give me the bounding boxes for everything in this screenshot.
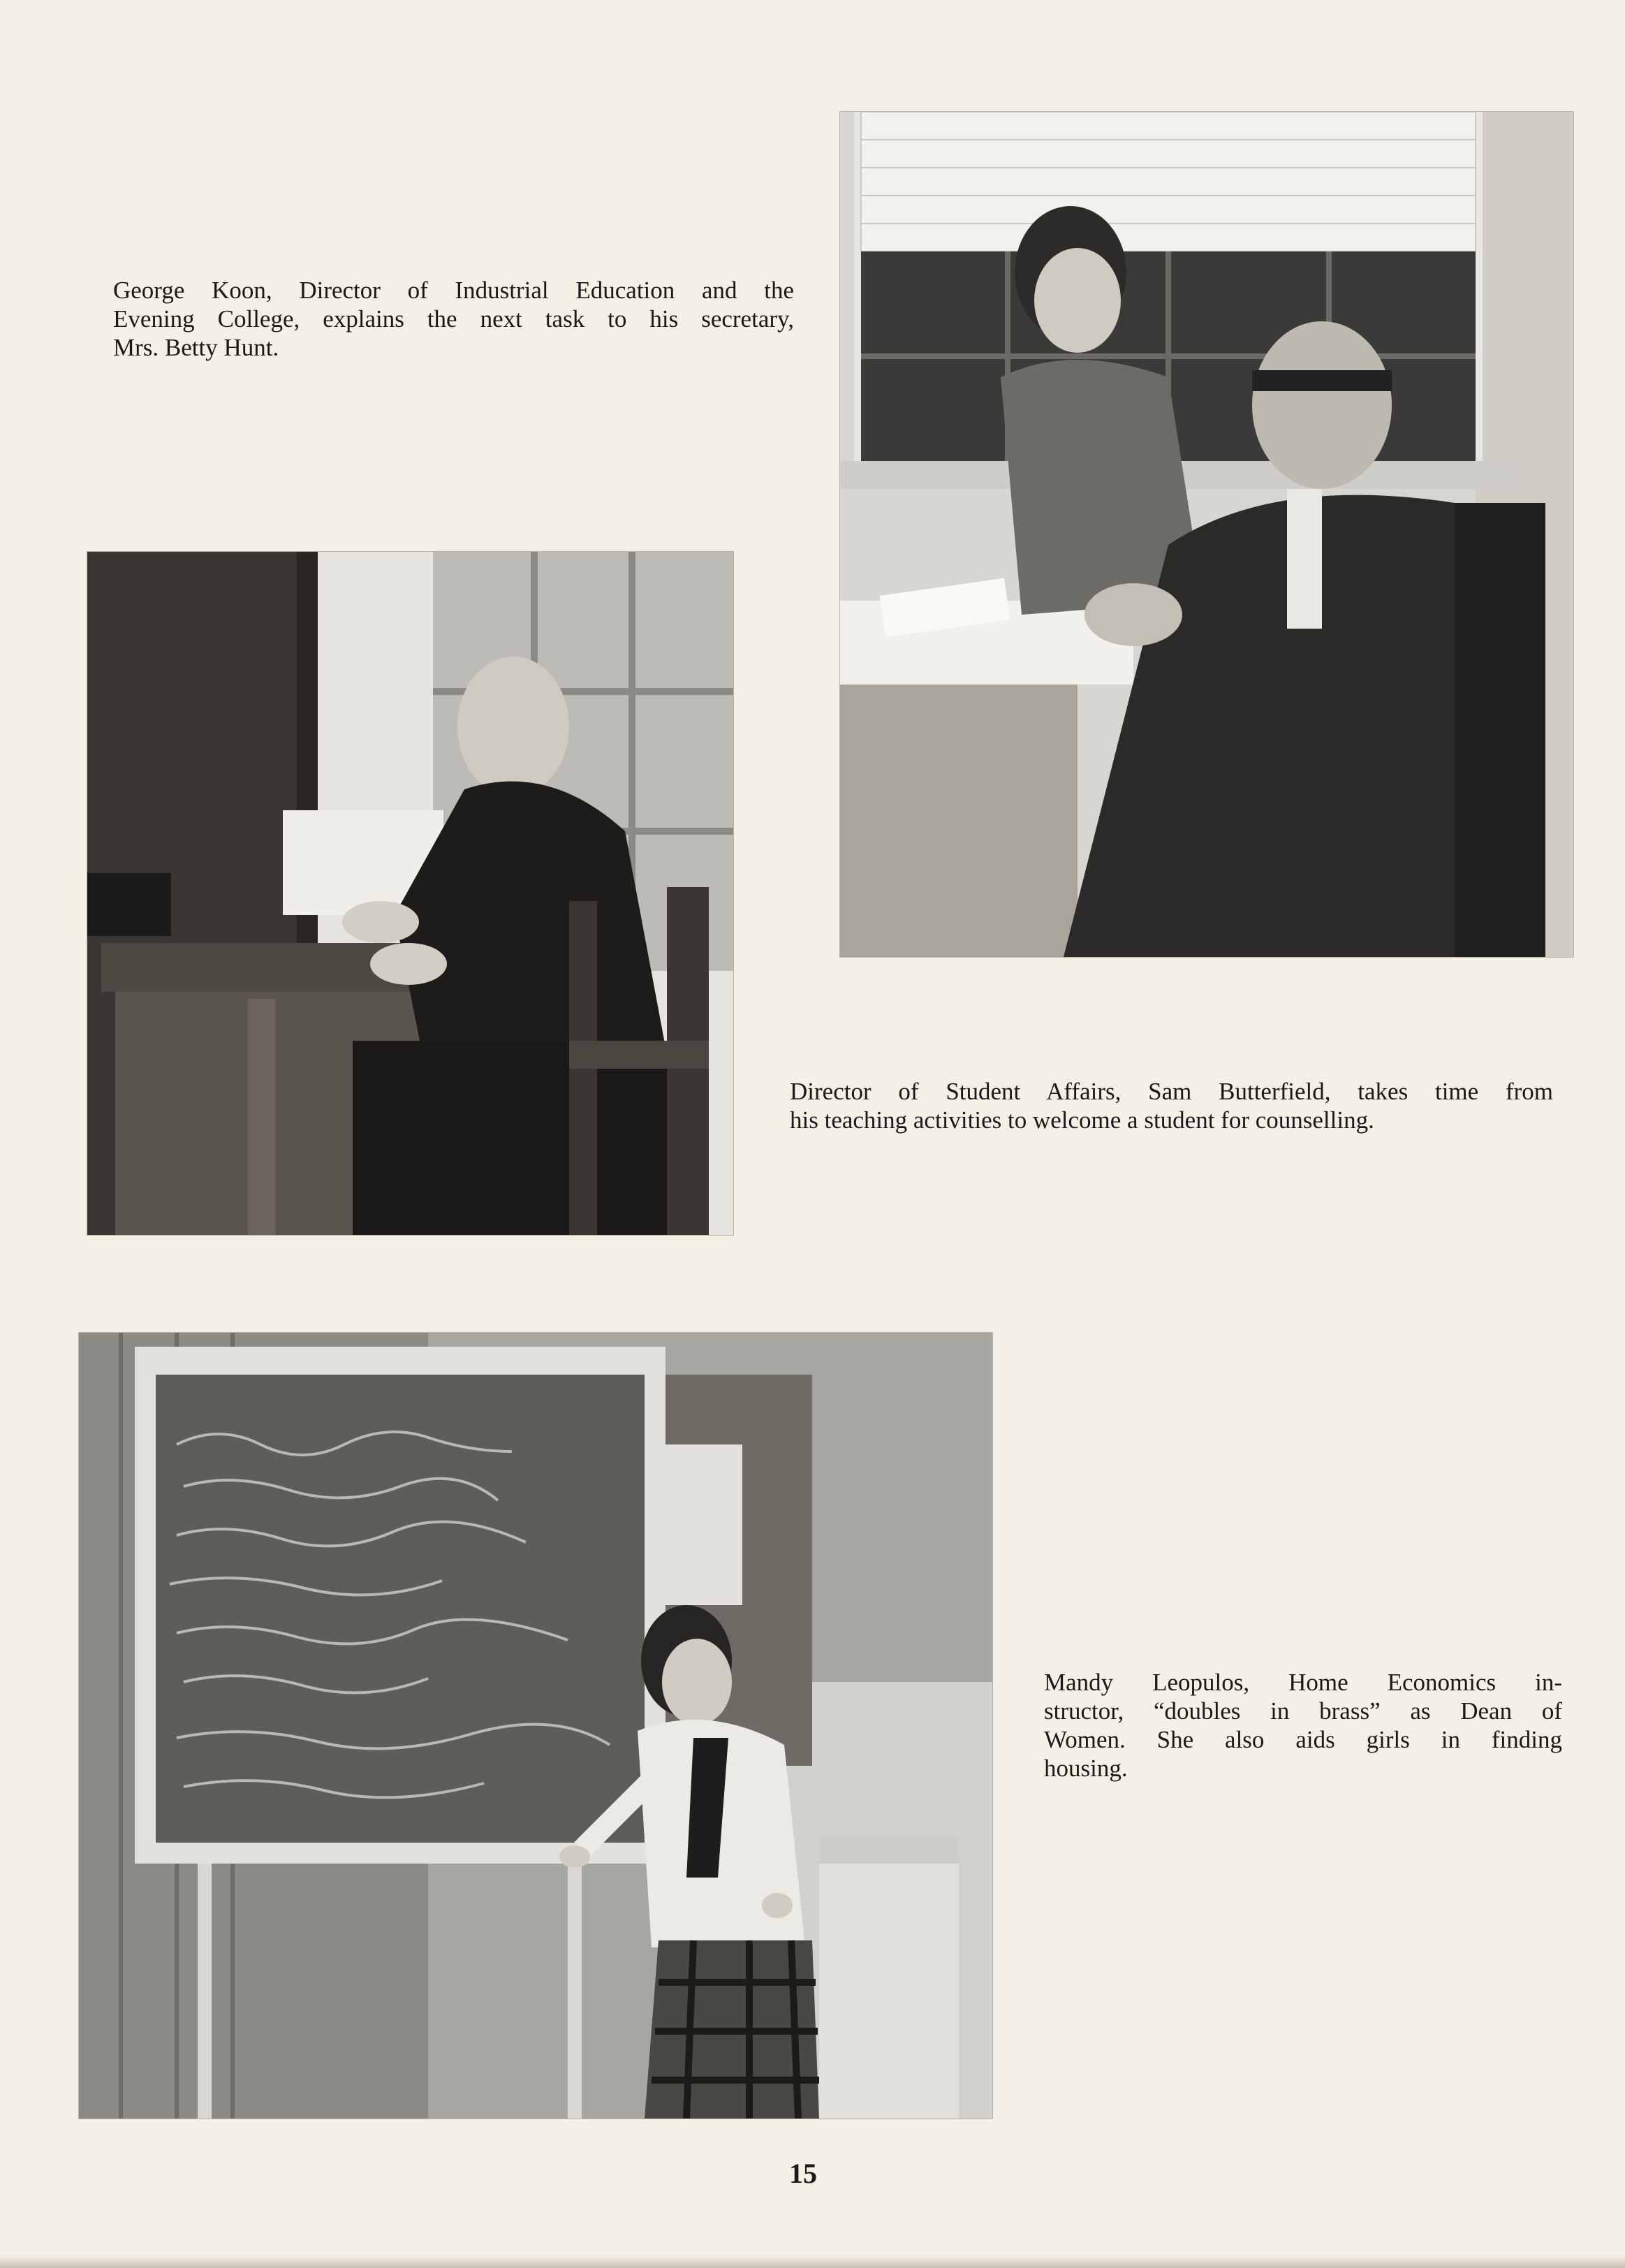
caption-leopulos-line-3: Women. She also aids girls in finding: [1044, 1726, 1562, 1753]
photo-koon-and-secretary: [840, 112, 1573, 957]
photo-leopulos-at-chalkboard: [79, 1333, 992, 2119]
caption-leopulos-line-1: Mandy Leopulos, Home Economics in-: [1044, 1669, 1562, 1696]
photo-leopulos-at-chalkboard-image: [79, 1333, 992, 2119]
page-number: 15: [789, 2158, 817, 2189]
caption-leopulos-line-2: structor, “doubles in brass” as Dean of: [1044, 1697, 1562, 1725]
photo-koon-and-secretary-image: [840, 112, 1573, 957]
caption-butterfield-line-2: his teaching activities to welcome a student for counselling.: [790, 1106, 1374, 1134]
caption-leopulos-line-4: housing.: [1044, 1755, 1128, 1782]
caption-butterfield-line-1: Director of Student Affairs, Sam Butterfield, takes time from: [790, 1078, 1553, 1105]
caption-leopulos: [1044, 1668, 1562, 1783]
photo-butterfield-at-desk: [87, 552, 733, 1235]
caption-butterfield: [790, 1077, 1553, 1134]
caption-koon-line-2: Evening College, explains the next task to his secretary,: [113, 305, 794, 332]
caption-koon-line-3: Mrs. Betty Hunt.: [113, 334, 279, 361]
caption-koon-line-1: George Koon, Director of Industrial Education and the: [113, 277, 794, 304]
photo-butterfield-at-desk-image: [87, 552, 733, 1235]
caption-koon: [113, 276, 794, 362]
